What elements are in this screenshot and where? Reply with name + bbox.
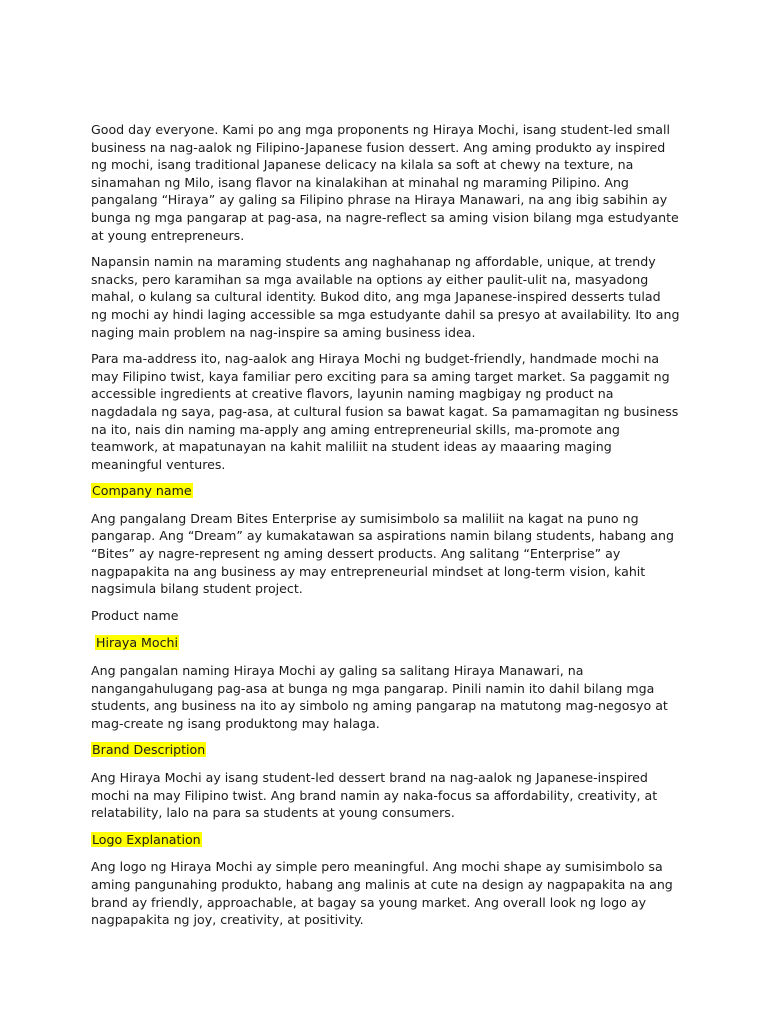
text-line: aming pangunahing produkto, habang ang malinis at cute na design ay nagpapakita na ang: [91, 876, 673, 892]
text-line: Ang pangalan naming Hiraya Mochi ay galing sa salitang Hiraya Manawari, na: [91, 663, 584, 679]
text-line: nagpapakita na ang business ay may entrepreneurial mindset at long-term vision, kahit: [91, 563, 646, 579]
text-line: relatability, lalo na para sa students at young consumers.: [91, 805, 455, 821]
text-line: mag-create ng isang produktong may halaga.: [91, 715, 380, 731]
text-line: mochi na may Filipino twist. Ang brand namin ay naka-focus sa affordability, creativity, at: [91, 787, 658, 803]
logo-explanation-heading: [91, 831, 679, 849]
product-paragraph: [91, 662, 679, 732]
document-page: [91, 121, 679, 938]
text-line: nagpapakita ng joy, creativity, at positivity.: [91, 912, 364, 928]
text-line: naging main problem na nag-inspire sa aming business idea.: [91, 324, 476, 340]
logo-paragraph: [91, 858, 679, 928]
text-line: business na nag-aalok ng Filipino-Japanese fusion dessert. Ang aming produkto ay inspired: [91, 139, 666, 155]
text-line: sinamahan ng Milo, isang flavor na kinalakihan at minahal ng maraming Pilipino. Ang: [91, 174, 629, 190]
highlighted-heading: Company name: [92, 483, 192, 499]
text-line: students, ang business na ito ay simbolo ng aming pangarap na matutong mag-negosyo at: [91, 698, 668, 714]
text-line: mahal, o kulang sa cultural identity. Bukod dito, ang mga Japanese-inspired desserts tulad: [91, 289, 661, 305]
text-line: accessible ingredients at creative flavors, layunin naming magbigay ng product na: [91, 386, 614, 402]
solution-paragraph: [91, 350, 679, 473]
text-line: na ito, nais din naming ma-apply ang aming entrepreneurial skills, ma-promote ang: [91, 421, 620, 437]
company-name-heading: [91, 482, 679, 500]
text-line: nangangahulugang pag-asa at bunga ng mga pangarap. Pinili namin ito dahil bilang mga: [91, 680, 655, 696]
text-line: teamwork, at mapatunayan na kahit maliliit na student ideas ay maaaring maging: [91, 439, 612, 455]
text-line: nagsimula bilang student project.: [91, 581, 303, 597]
text-line: Ang Hiraya Mochi ay isang student-led dessert brand na nag-aalok ng Japanese-inspired: [91, 770, 648, 785]
text-line: pangarap. Ang “Dream” ay kumakatawan sa aspirations namin bilang students, habang ang: [91, 528, 674, 544]
text-line: brand ay friendly, approachable, at bagay sa young market. Ang overall look ng logo ay: [91, 894, 647, 910]
text-line: Napansin namin na maraming students ang naghahanap ng affordable, unique, at trendy: [91, 254, 656, 270]
text-line: Good day everyone. Kami po ang mga proponents ng Hiraya Mochi, isang student-led small: [91, 122, 671, 137]
text-line: pangalang “Hiraya” ay galing sa Filipino phrase na Hiraya Manawari, na ang ibig sabihin ay: [91, 192, 668, 208]
text-line: meaningful ventures.: [91, 456, 226, 472]
problem-paragraph: [91, 253, 679, 341]
text-line: may Filipino twist, kaya familiar pero exciting para sa aming target market. Sa paggamit ng: [91, 368, 670, 384]
highlighted-heading: Logo Explanation: [92, 831, 201, 847]
highlighted-heading: Hiraya Mochi: [96, 635, 179, 651]
text-line: Para ma-address ito, nag-aalok ang Hiraya Mochi ng budget-friendly, handmade mochi na: [91, 351, 660, 367]
text-line: ng mochi, isang traditional Japanese delicacy na kilala sa soft at chewy na texture, na: [91, 157, 634, 173]
text-line: nagdadala ng saya, pag-asa, at cultural fusion sa bawat kagat. Sa pamamagitan ng business: [91, 403, 679, 419]
text-line: Ang pangalang Dream Bites Enterprise ay sumisimbolo sa maliliit na kagat na puno ng: [91, 510, 639, 526]
product-name-value: [91, 634, 679, 652]
product-name-heading: [91, 607, 679, 625]
brand-description-heading: [91, 741, 679, 759]
text-line: at young entrepreneurs.: [91, 227, 245, 243]
text-line: ng mochi ay hindi laging accessible sa mga estudyante dahil sa presyo at availability. Ito ang: [91, 306, 680, 322]
plain-heading: Product name: [91, 607, 179, 623]
text-line: “Bites” ay nagre-represent ng aming dessert products. Ang salitang “Enterprise” ay: [91, 546, 621, 562]
text-line: snacks, pero karamihan sa mga available na options ay either paulit-ulit na, masyadong: [91, 271, 649, 287]
highlighted-heading: Brand Description: [92, 742, 206, 758]
brand-paragraph: [91, 769, 679, 822]
text-line: Ang logo ng Hiraya Mochi ay simple pero meaningful. Ang mochi shape ay sumisimbolo sa: [91, 859, 663, 875]
intro-paragraph: [91, 121, 679, 244]
company-paragraph: [91, 510, 679, 598]
text-line: bunga ng mga pangarap at pag-asa, na nagre-reflect sa aming vision bilang mga estudyante: [91, 209, 679, 225]
